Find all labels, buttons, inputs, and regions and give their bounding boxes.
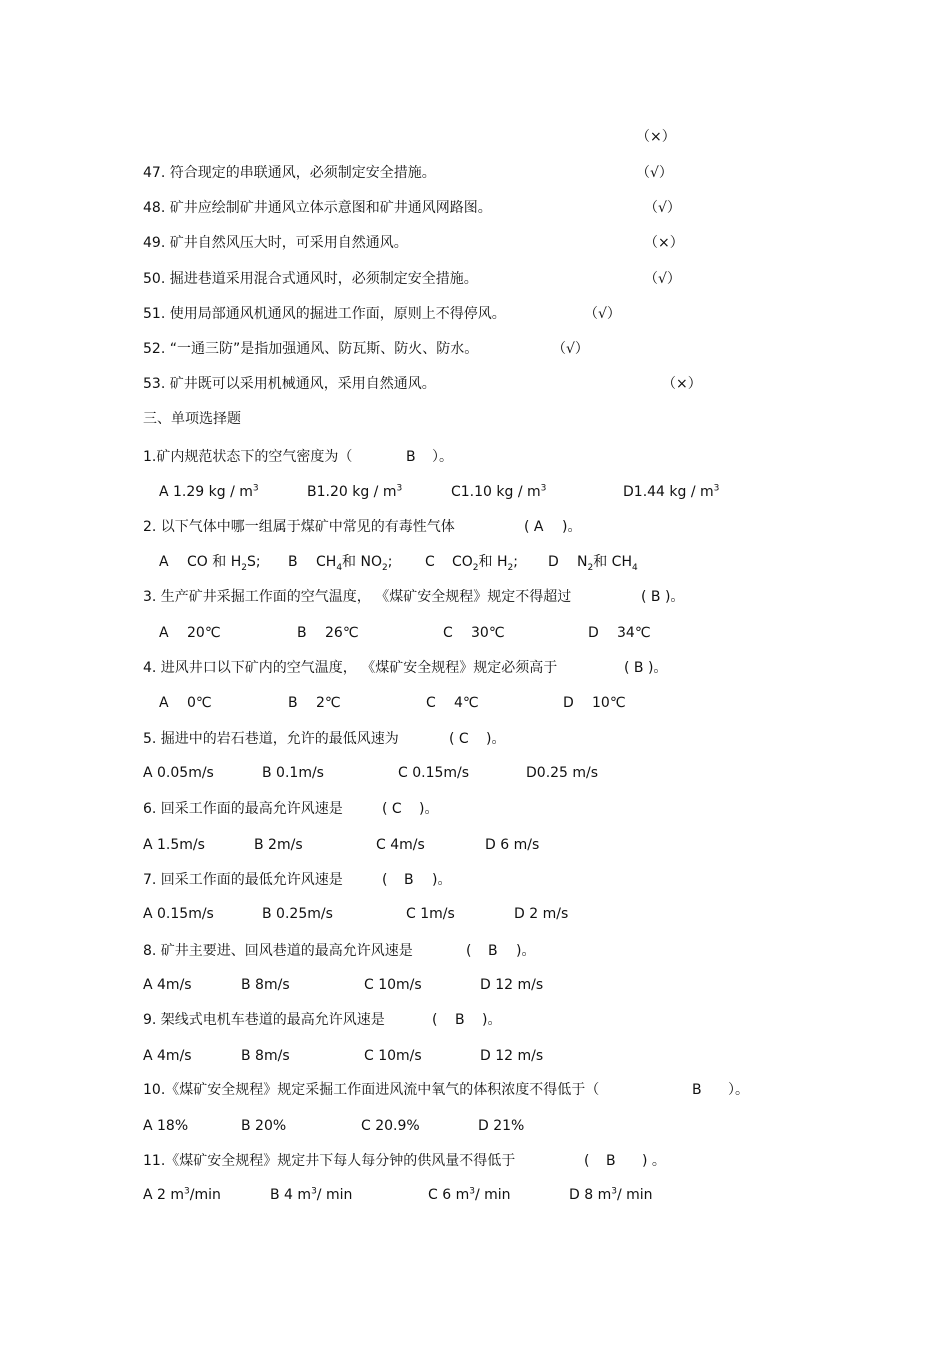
option-text: 0℃ bbox=[187, 695, 212, 711]
option-a: A 18% bbox=[143, 1118, 189, 1134]
question-row bbox=[0, 658, 950, 680]
options-row bbox=[0, 975, 950, 997]
answer-letter: ( B )。 bbox=[641, 589, 685, 605]
question-stem: 5. 掘进中的岩石巷道，允许的最低风速为 bbox=[143, 731, 399, 747]
options-row bbox=[0, 835, 950, 857]
formula: ; bbox=[513, 554, 518, 570]
answer-letter: B bbox=[404, 872, 414, 888]
option-a: A 1.5m/s bbox=[143, 837, 205, 853]
question-row bbox=[0, 799, 950, 821]
subscript: 4 bbox=[631, 562, 638, 573]
superscript: 3 bbox=[469, 1186, 475, 1197]
answer-close: ) 。 bbox=[642, 1153, 666, 1169]
option-unit: / min bbox=[616, 1187, 653, 1203]
option-a: A 0.05m/s bbox=[143, 765, 214, 781]
superscript: 3 bbox=[252, 483, 259, 494]
option-b: B 8m/s bbox=[241, 1048, 290, 1064]
answer-mark: （√） bbox=[636, 165, 673, 181]
question-text: 51. 使用局部通风机通风的掘进工作面，原则上不得停风。 bbox=[143, 306, 506, 322]
options-row bbox=[0, 1116, 950, 1138]
option-d: D0.25 m/s bbox=[526, 765, 599, 781]
options-row bbox=[0, 482, 950, 504]
judgement-row bbox=[0, 233, 950, 255]
answer-letter: B bbox=[406, 449, 416, 465]
option-d: D 21% bbox=[478, 1118, 525, 1134]
question-stem: 10.《煤矿安全规程》规定采掘工作面进风流中氧气的体积浓度不得低于（ bbox=[143, 1082, 600, 1098]
superscript: 3 bbox=[540, 483, 547, 494]
answer-letter: ( C bbox=[382, 801, 402, 817]
option-a: A 4m/s bbox=[143, 977, 192, 993]
option-label: B bbox=[297, 625, 307, 641]
answer-mark: （√） bbox=[644, 200, 681, 216]
option-text: B 4 m bbox=[270, 1187, 312, 1203]
answer-mark: （√） bbox=[644, 271, 681, 287]
answer-open: ( bbox=[584, 1153, 590, 1169]
option-label: A bbox=[159, 695, 169, 711]
subscript: 2 bbox=[507, 562, 514, 573]
question-row bbox=[0, 941, 950, 963]
answer-open: ( bbox=[382, 872, 388, 888]
options-row bbox=[0, 1185, 950, 1207]
option-label: D bbox=[588, 625, 599, 641]
question-stem: 1.矿内规范状态下的空气密度为（ bbox=[143, 449, 353, 465]
subscript: 4 bbox=[336, 562, 343, 573]
question-stem: 9. 架线式电机车巷道的最高允许风速是 bbox=[143, 1012, 385, 1028]
option-a bbox=[159, 482, 259, 502]
option-text bbox=[577, 552, 638, 572]
options-row bbox=[0, 904, 950, 926]
superscript: 3 bbox=[611, 1186, 617, 1197]
option-text: 2℃ bbox=[316, 695, 341, 711]
question-stem: 8. 矿井主要进、回风巷道的最高允许风速是 bbox=[143, 943, 413, 959]
option-b bbox=[270, 1185, 352, 1205]
question-text: 48. 矿井应绘制矿井通风立体示意图和矿井通风网路图。 bbox=[143, 200, 492, 216]
question-row bbox=[0, 587, 950, 609]
judgement-row bbox=[0, 374, 950, 396]
option-a: A 4m/s bbox=[143, 1048, 192, 1064]
options-row bbox=[0, 763, 950, 785]
question-row bbox=[0, 1080, 950, 1102]
option-unit: / min bbox=[474, 1187, 511, 1203]
option-unit: / min bbox=[316, 1187, 353, 1203]
option-c: C 0.15m/s bbox=[398, 765, 470, 781]
question-text: 49. 矿井自然风压大时，可采用自然通风。 bbox=[143, 235, 408, 251]
judgement-row bbox=[0, 304, 950, 326]
options-row bbox=[0, 693, 950, 715]
option-d bbox=[623, 482, 719, 502]
question-text: 47. 符合现定的串联通风，必须制定安全措施。 bbox=[143, 165, 436, 181]
answer-mark: （×） bbox=[644, 235, 684, 251]
option-b bbox=[307, 482, 402, 502]
option-c: C 20.9% bbox=[361, 1118, 420, 1134]
option-text bbox=[187, 552, 261, 572]
option-text: B1.20 kg / m bbox=[307, 484, 397, 500]
question-text: 52. “一通三防”是指加强通风、防瓦斯、防火、防水。 bbox=[143, 341, 479, 357]
question-row bbox=[0, 729, 950, 751]
answer-close: )。 bbox=[486, 731, 506, 747]
option-label: B bbox=[288, 695, 298, 711]
formula: N bbox=[577, 554, 588, 570]
option-text: D1.44 kg / m bbox=[623, 484, 714, 500]
option-d: D 2 m/s bbox=[514, 906, 569, 922]
subscript: 2 bbox=[382, 562, 388, 573]
question-row bbox=[0, 447, 950, 469]
formula: ; bbox=[387, 554, 393, 570]
formula: 和 H bbox=[478, 554, 508, 570]
answer-mark: （×） bbox=[662, 376, 702, 392]
answer-close: ）。 bbox=[728, 1082, 749, 1098]
option-text: C1.10 kg / m bbox=[451, 484, 541, 500]
question-stem: 3. 生产矿井采掘工作面的空气温度， 《煤矿安全规程》规定不得超过 bbox=[143, 589, 572, 605]
answer-letter: B bbox=[692, 1082, 702, 1098]
answer-mark: （√） bbox=[584, 306, 621, 322]
option-text: 26℃ bbox=[325, 625, 359, 641]
answer-close: )。 bbox=[562, 519, 582, 535]
judgement-row bbox=[0, 339, 950, 361]
question-row bbox=[0, 1010, 950, 1032]
option-c: C 1m/s bbox=[406, 906, 455, 922]
formula: 和 CH bbox=[593, 554, 632, 570]
option-a bbox=[143, 1185, 221, 1205]
question-stem: 2. 以下气体中哪一组属于煤矿中常见的有毒性气体 bbox=[143, 519, 455, 535]
option-c bbox=[451, 482, 546, 502]
option-unit: /min bbox=[189, 1187, 221, 1203]
option-text: 10℃ bbox=[592, 695, 626, 711]
options-row bbox=[0, 552, 950, 574]
option-d: D 12 m/s bbox=[480, 977, 544, 993]
section-heading-row bbox=[0, 409, 950, 431]
formula: 和 NO bbox=[342, 554, 382, 570]
question-text: 53. 矿井既可以采用机械通风，采用自然通风。 bbox=[143, 376, 436, 392]
question-row bbox=[0, 1151, 950, 1173]
subscript: 2 bbox=[241, 562, 247, 573]
option-label: C bbox=[425, 554, 435, 570]
option-label: D bbox=[563, 695, 574, 711]
answer-close: ）。 bbox=[432, 449, 453, 465]
options-row bbox=[0, 623, 950, 645]
superscript: 3 bbox=[311, 1186, 317, 1197]
superscript: 3 bbox=[396, 483, 403, 494]
question-row bbox=[0, 517, 950, 539]
section-title: 三、单项选择题 bbox=[143, 411, 241, 427]
option-b: B 8m/s bbox=[241, 977, 290, 993]
answer-letter: ( B )。 bbox=[624, 660, 668, 676]
option-label: C bbox=[443, 625, 453, 641]
answer-letter: B bbox=[488, 943, 498, 959]
question-stem: 11.《煤矿安全规程》规定井下每人每分钟的供风量不得低于 bbox=[143, 1153, 516, 1169]
option-text: 20℃ bbox=[187, 625, 221, 641]
superscript: 3 bbox=[184, 1186, 190, 1197]
option-text: 34℃ bbox=[617, 625, 651, 641]
option-d: D 12 m/s bbox=[480, 1048, 544, 1064]
option-text: 30℃ bbox=[471, 625, 505, 641]
options-row bbox=[0, 1046, 950, 1068]
answer-close: )。 bbox=[482, 1012, 502, 1028]
option-label: B bbox=[288, 554, 298, 570]
answer-mark: （√） bbox=[552, 341, 589, 357]
answer-close: )。 bbox=[419, 801, 439, 817]
formula: CH bbox=[316, 554, 337, 570]
formula: CO 和 H bbox=[187, 554, 242, 570]
answer-letter: B bbox=[606, 1153, 616, 1169]
option-text: A 2 m bbox=[143, 1187, 185, 1203]
answer-mark: （×） bbox=[636, 129, 676, 145]
option-text bbox=[316, 552, 392, 572]
option-b: B 0.25m/s bbox=[262, 906, 333, 922]
subscript: 2 bbox=[472, 562, 479, 573]
judgement-row bbox=[0, 269, 950, 291]
option-b: B 0.1m/s bbox=[262, 765, 324, 781]
question-row bbox=[0, 870, 950, 892]
option-text: C 6 m bbox=[428, 1187, 470, 1203]
answer-letter: ( A bbox=[524, 519, 544, 535]
question-stem: 4. 进风井口以下矿内的空气温度， 《煤矿安全规程》规定必须高于 bbox=[143, 660, 558, 676]
answer-close: )。 bbox=[432, 872, 452, 888]
formula: S; bbox=[246, 554, 261, 570]
subscript: 2 bbox=[587, 562, 594, 573]
option-c: C 10m/s bbox=[364, 977, 422, 993]
judgement-row-46-end bbox=[0, 127, 950, 149]
answer-open: ( bbox=[466, 943, 472, 959]
question-stem: 6. 回采工作面的最高允许风速是 bbox=[143, 801, 343, 817]
formula: CO bbox=[452, 554, 473, 570]
option-b: B 2m/s bbox=[254, 837, 303, 853]
option-text: D 8 m bbox=[569, 1187, 612, 1203]
option-c: C 10m/s bbox=[364, 1048, 422, 1064]
answer-letter: ( C bbox=[449, 731, 469, 747]
question-stem: 7. 回采工作面的最低允许风速是 bbox=[143, 872, 343, 888]
option-a: A 0.15m/s bbox=[143, 906, 214, 922]
option-b: B 20% bbox=[241, 1118, 287, 1134]
option-c: C 4m/s bbox=[376, 837, 425, 853]
option-label: D bbox=[548, 554, 559, 570]
question-text: 50. 掘进巷道采用混合式通风时，必须制定安全措施。 bbox=[143, 271, 478, 287]
option-c bbox=[428, 1185, 511, 1205]
judgement-row bbox=[0, 198, 950, 220]
judgement-row bbox=[0, 163, 950, 185]
superscript: 3 bbox=[713, 483, 720, 494]
option-text: 4℃ bbox=[454, 695, 479, 711]
option-d: D 6 m/s bbox=[485, 837, 540, 853]
answer-close: )。 bbox=[516, 943, 536, 959]
option-label: A bbox=[159, 554, 169, 570]
answer-open: ( bbox=[432, 1012, 438, 1028]
answer-letter: B bbox=[455, 1012, 465, 1028]
option-d bbox=[569, 1185, 653, 1205]
option-label: A bbox=[159, 625, 169, 641]
option-text: A 1.29 kg / m bbox=[159, 484, 253, 500]
option-label: C bbox=[426, 695, 436, 711]
option-text bbox=[452, 552, 518, 572]
